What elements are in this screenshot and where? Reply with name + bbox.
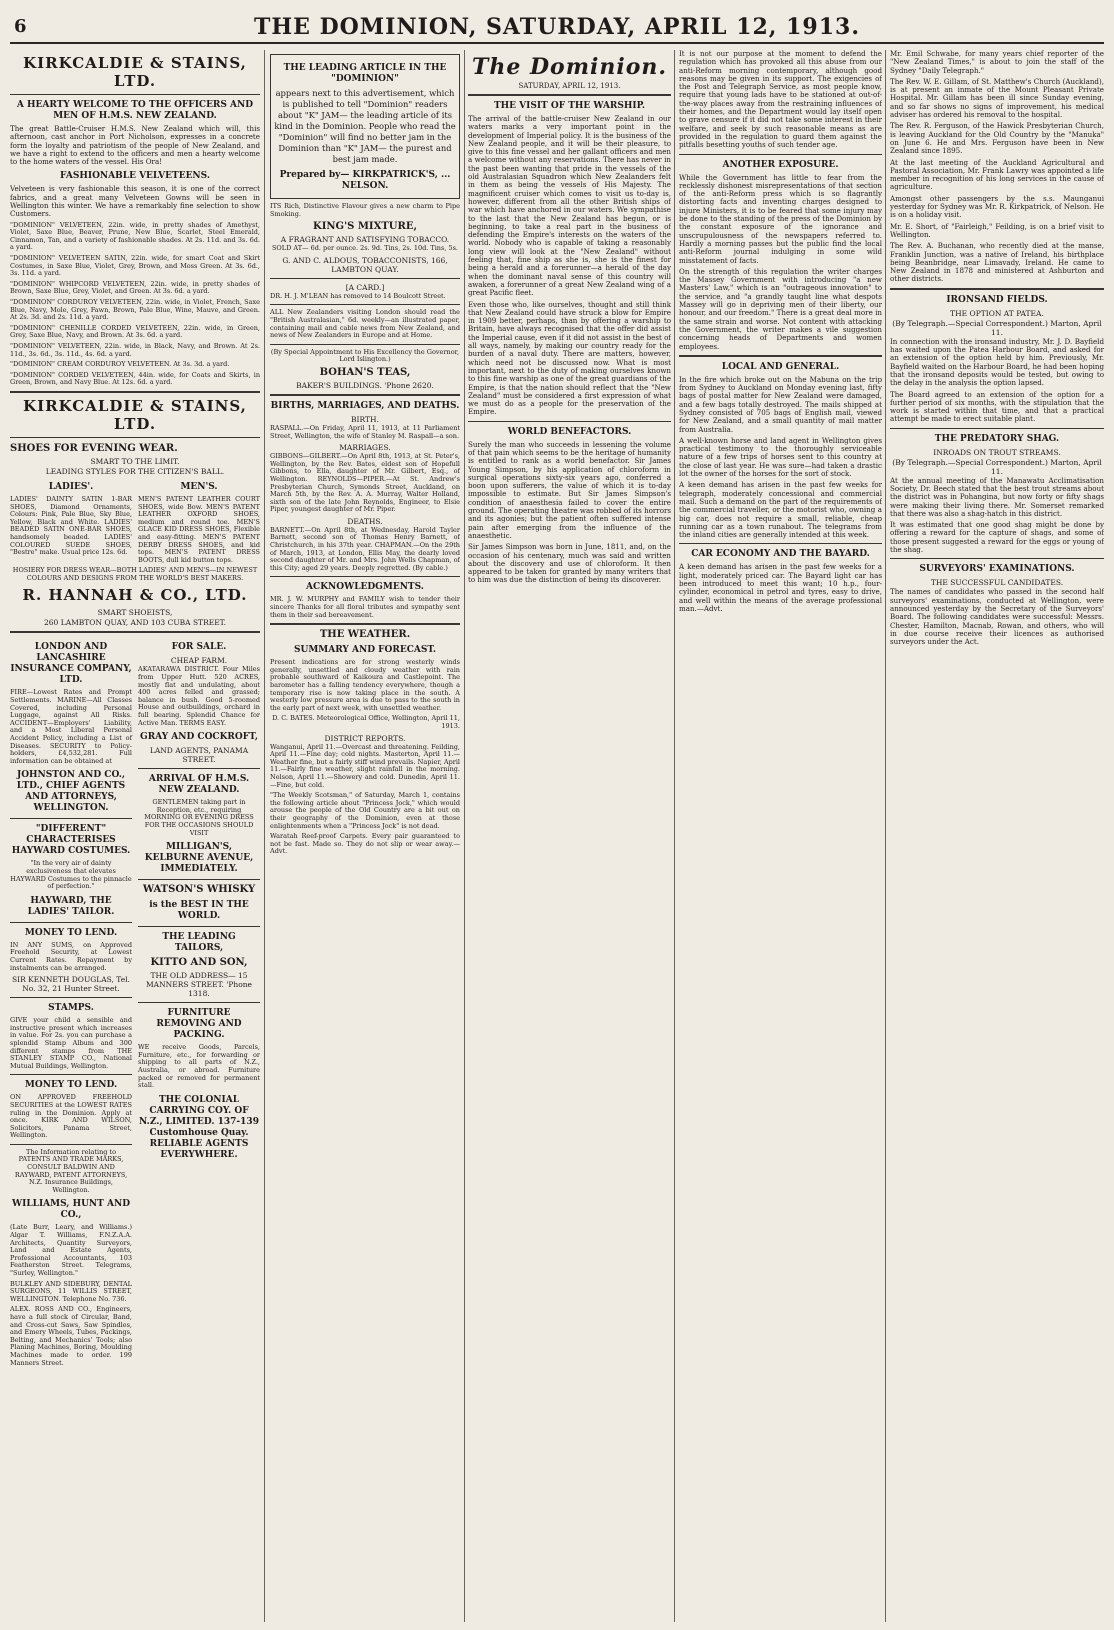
surveyors-text: The names of candidates who passed in the second half surveyors' examinations, conducted at Wellington, were announced yesterday by the Secretary of the Surveyors' Board. The following candidates were successful: Messrs. Chester, Hamilton, Macnab, Rowan, and others, who will in due course receive their licences as authorised surveyors under the Act. [890, 587, 1104, 647]
paper-date: SATURDAY, APRIL 12, 1913. [518, 82, 621, 90]
divider [10, 997, 132, 998]
velveteen-item: "DOMINION" VELVETEEN, 22in. wide, in Black, Navy, and Brown. At 2s. 11d., 3s. 6d., 3s. 11d., 4s. 6d. a yard. [10, 341, 260, 358]
stamps-text: GIVE your child a sensible and instructive present which increases in value. For 2s. you can purchase a splendid Stamp Album and 300 different stamps from THE STANLEY STAMP CO., National Mutual Buildings, Wellington. [10, 1016, 132, 1070]
kitto-name: KITTO AND SON, [150, 957, 248, 969]
gray-sub: LAND AGENTS, PANAMA STREET. [149, 746, 249, 765]
personal-text-6: The Rev. A. Buchanan, who recently died at the manse, Franklin Junction, was a native of Ireland, his birthplace being Beanbridge, near Limavady, Ireland. He came to New Zealand in 1878 and ministered at Ashburton and other districts. [890, 241, 1104, 284]
weather-sub: SUMMARY AND FORECAST. [293, 645, 437, 656]
gray-heading: GRAY AND COCKROFT, [140, 732, 258, 743]
williams-text: (Late Burr, Leary, and Williams.) Algar T. Williams, F.N.Z.A.A. Architects, Quantity Surveyors, Land and Estate Agents, Professional Accountants, 103 Featherston Street. Telegrams, "Surley, Wellington." [10, 1223, 132, 1278]
money2-heading: MONEY TO LEND. [24, 1080, 118, 1091]
welcome-heading: A HEARTY WELCOME TO THE OFFICERS AND MEN OF H.M.S. NEW ZEALAND. [16, 100, 254, 121]
exposure-text-2: On the strength of this regulation the writer charges the Massey Government with introducing "a new Masters' Law," which is an "outrageous innovation" to the service, and "a grandly taught line what despots Massey will go in depriving men of their liberty, our honour, and our freedom." There is a great deal more in the same strain and worse. Not content with attacking the Government, the writer makes a vile suggestion concerning heads of Departments and women employees. [679, 266, 882, 351]
ironsand-byline: (By Telegraph.—Special Correspondent.) Marton, April 11. [892, 318, 1102, 337]
personal-text-4: Amongst other passengers by the s.s. Maunganui yesterday for Sydney was Mr. R. Kirkpatrick, of Nelson. He is on a holiday visit. [890, 193, 1104, 220]
divider [679, 154, 882, 155]
tea-sub: BAKER'S BUILDINGS. 'Phone 2620. [296, 380, 434, 390]
column-personal [890, 50, 1104, 1622]
car-heading: CAR ECONOMY AND THE BAYARD. [691, 549, 870, 560]
benefactors-text-2: Sir James Simpson was born in June, 1811, and, on the occasion of his centenary, much was said and written about the discovery and use of chloroform. It then appeared to be taken for granted by many writers that to him was due the distinction of being its discoverer. [468, 542, 671, 585]
hayward-heading: "DIFFERENT" CHARACTERISES HAYWARD COSTUMES. [11, 824, 131, 857]
welcome-text: The great Battle-Cruiser H.M.S. New Zealand which will, this afternoon, cast anchor in Port Nicholson, expresses in a concrete form the loyalty and patriotism of the people of New Zealand, and we have a right to extend to the officers and men a hearty welcome to the home waters of the vessel. His Ora! [10, 124, 260, 167]
velveteen-item: "DOMINION" CORDUROY VELVETEEN, 22in. wide, in Violet, French, Saxe Blue, Navy, Mole, Grey, Fawn, Brown, Pale Blue, Wine, Mauve, and Green. At 2s. 3d. and 2s. 11d. a yard. [10, 298, 260, 322]
money-name: SIR KENNETH DOUGLAS, Tel. No. 32, 21 Hunter Street. [12, 975, 130, 994]
velveteen-item: "DOMINION" CREAM CORDUROY VELVETEEN. At 3s. 3d. a yard. [10, 360, 230, 369]
exposure-heading: ANOTHER EXPOSURE. [722, 159, 839, 170]
hannah-heading: R. HANNAH & CO., LTD. [22, 586, 248, 605]
visit-heading: THE VISIT OF THE WARSHIP. [493, 101, 646, 111]
divider [10, 1144, 132, 1145]
shoes-sub: SMART TO THE LIMIT. [90, 456, 180, 466]
forsale-sub: CHEAP FARM. [170, 656, 228, 666]
tobacco-price: SOLD AT— 6d. per ounce. 2s. 9d. Tins, 2s. 10d. Tins, 5s. [271, 244, 458, 253]
kitto-address: THE OLD ADDRESS— 15 MANNERS STREET. 'Phone 1318. [146, 971, 252, 999]
money-text: IN ANY SUMS, on Approved Freehold Security, at Lowest Current Rates. Repayment by instalments can be arranged. [10, 940, 132, 972]
ad-column-right [138, 637, 260, 1370]
velveteen-item: "DOMINION" VELVETEEN SATIN, 22in. wide, for smart Coat and Skirt Costumes, in Saxe Blue, Violet, Grey, Brown, and Moss Green. At 3s. 6d., 3s. 11d. a yard. [10, 254, 260, 278]
divider [10, 631, 260, 633]
velveteens-heading: FASHIONABLE VELVETEENS. [60, 171, 210, 182]
weather-heading: THE WEATHER. [319, 629, 411, 641]
jam-advert [270, 54, 460, 199]
benefactors-heading: WORLD BENEFACTORS. [507, 426, 632, 437]
watson-heading: WATSON'S WHISKY [142, 884, 256, 896]
deaths-text: BARNETT.—On April 8th, at Wednesday, Harold Tayler Barnett, second son of Thomas Henry Barnett, of Christchurch, in his 37th year. CHAPMAN.—On the 29th of March, 1913, at London, Ellis May, the dearly loved second daughter of Mr. and Mrs. John Wells Chapman, of this City; aged 29 years. Deeply regretted. (By cable.) [270, 525, 460, 572]
ross-text: ALEX. ROSS AND CO., Engineers, have a full stock of Circular, Band, and Cross-cut Saws, Saw Spindles, and Emery Wheels, Tubes, Packings, Belting, and Mechanics' Tools; also Planing Machines, Boring, Moulding Machines made to order. 199 Manners Street. [10, 1305, 132, 1367]
divider [138, 768, 260, 769]
divider [138, 926, 260, 927]
reports-text: Wanganui, April 11.—Overcast and threatening. Feilding, April 11.—Fine day; cold nights. Masterton, April 11.—Weather fine, but a fairly stiff wind prevails. Napier, April 11.—Fairly fine weather, slight rainfall in the morning. Nelson, April 11.—Showery and cold. Dunedin, April 11.—Fine, but cold. [270, 742, 460, 789]
marriages-text: GIBBONS—GILBERT.—On April 8th, 1913, at St. Peter's, Wellington, by the Rev. Bates, eldest son of Hopefull Gibbons, to Ella, daughter of Mr. Gilbert, Esq., of Wellington. REYNOLDS—PIPER.—At St. Andrew's Presbyterian Church, Symonds Street, Auckland, on March 5th, by the Rev. A. A. Murray, Walter Holland, sixth son of the late John Reynolds, Engineer, to Elsie Piper, youngest daughter of Mr. Piper. [270, 452, 460, 514]
ironsand-text-2: The Board agreed to an extension of the option for a further period of six months, with the stipulation that the work is started within that time, and that a practical attempt be made to erect suitable plant. [890, 389, 1104, 424]
kirkcaldie-heading: KIRKCALDIE & STAINS, LTD. [23, 54, 247, 90]
shag-text: At the annual meeting of the Manawatu Acclimatisation Society, Dr. Beech stated that the best trout streams about the district was in Pohangina, but now forty or fifty shags were making their living there. Mr. Somerset remarked that there was also a shag-hatch in this district. [890, 475, 1104, 518]
ladies-text: LADIES' DAINTY SATIN 1-BAR SHOES, Diamond Ornaments, Colours: Pink, Pale Blue, Sky Blue, Yellow, Black and White. LADIES' BEADED SATIN ONE-BAR SHOES, handsomely beaded. LADIES' COLOURED SUEDE SHOES, "Bestre" make. Usual price 12s. 6d. [10, 494, 132, 557]
tobacco-seller: G. AND C. ALDOUS, TOBACCONISTS, 166, LAMBTON QUAY. [282, 255, 448, 274]
watson-sub: is the BEST IN THE WORLD. [149, 900, 249, 922]
shoes-columns [10, 477, 260, 567]
milligan-name: MILLIGAN'S, KELBURNE AVENUE, IMMEDIATELY. [144, 842, 254, 875]
divider [468, 421, 671, 422]
page-number: 6 [14, 16, 27, 37]
shag-heading: THE PREDATORY SHAG. [934, 433, 1060, 444]
masthead-title: THE DOMINION, SATURDAY, APRIL 12, 1913. [253, 14, 861, 40]
deaths-heading: DEATHS. [347, 516, 383, 526]
ironsand-text: In connection with the ironsand industry, Mr. J. D. Bayfield has waited upon the Patea Harbour Board, and asked for an extension of the option held by him. Previously, Mr. Bayfield waited on the Harbour Board, he had been hoping that the ironsand deposits would be tested, but owing to the delay in the analysis the option lapsed. [890, 336, 1104, 388]
fleet-text: GENTLEMEN taking part in Reception, etc., requiring MORNING OR EVENING DRESS FOR THE OCCASIONS SHOULD VISIT [144, 798, 254, 837]
personal-text-3: At the last meeting of the Auckland Agricultural and Pastoral Association, Mr. Frank Lawry was appointed a life member in recognition of his long services in the cause of agriculture. [890, 157, 1104, 192]
divider [138, 879, 260, 880]
mens-text: MEN'S PATENT LEATHER COURT SHOES, wide Bow. MEN'S PATENT LEATHER OXFORD SHOES, medium and round toe. MEN'S GLACE KID DRESS SHOES, Flexible and easy-fitting. MEN'S PATENT DERBY DRESS SHOES, and kid tops. MEN'S PATENT DRESS BOOTS, dull kid button tops. [138, 494, 260, 564]
surveyors-sub: THE SUCCESSFUL CANDIDATES. [930, 578, 1064, 588]
personal-text-2: The Rev. R. Ferguson, of the Hawick Presbyterian Church, is leaving Auckland for the Old Country by the "Manuka" on June 6. He and Mrs. Ferguson have been in New Zealand since 1895. [890, 121, 1104, 156]
marriages-heading: MARRIAGES. [339, 443, 391, 453]
birth-heading: BIRTH. [351, 414, 379, 424]
column-classifieds [270, 50, 460, 1622]
tailors-heading: THE LEADING TAILORS, [162, 932, 236, 954]
divider [890, 288, 1104, 290]
ad-grid [10, 637, 260, 1370]
personal-text: The Rev. W. E. Gillam, of St. Matthew's Church (Auckland), is at present an inmate of the Mount Pleasant Private Hospital. Mr. Gillam has been ill since Sunday evening, and so far shows no signs of improvement, his medical adviser has ordered his removal to the hospital. [890, 76, 1104, 120]
divider [10, 818, 132, 819]
bmd-heading: BIRTHS, MARRIAGES, AND DEATHS. [270, 400, 460, 411]
jam-heading: THE LEADING ARTICLE IN THE "DOMINION" [283, 63, 447, 84]
divider [138, 1002, 260, 1003]
tobacco-text: ITS Rich, Distinctive Flavour gives a new charm to Pipe Smoking. [270, 202, 460, 218]
local-text-2: A well-known horse and land agent in Wellington gives practical testimony to the thoroughly serviceable nature of a few trips of horses sent to this country at the close of last year. He was sure—had taken a drastic lot the owner of the horses for the sort of stock. [679, 435, 882, 479]
surveyors-heading: SURVEYORS' EXAMINATIONS. [919, 564, 1075, 575]
ladies-heading: LADIES'. [48, 481, 94, 492]
velveteen-item: "DOMINION" WHIPCORD VELVETEEN, 22in. wide, in pretty shades of Brown, Saxe Blue, Grey, Violet, and Green. At 3s. 6d. a yard. [10, 279, 260, 296]
ironsand-sub: THE OPTION AT PATEA. [950, 308, 1044, 318]
divider [270, 394, 460, 396]
money2-text: ON APPROVED FREEHOLD SECURITIES at the LOWEST RATES ruling in the Dominion. Apply at once. KIRK AND WILSON, Solicitors, Panama Street, Wellington. [10, 1093, 132, 1140]
car-text: A keen demand has arisen in the past few weeks for a light, moderately priced car. The Bayard light car has been introduced to meet this want; 10 h.p., four-cylinder, economical in petrol and tyres, easy to drive, and well within the means of the average professional man.—Advt. [679, 562, 882, 613]
shag-text-2: It was estimated that one good shag might be done by offering a reward for the capture of shags, and some of those present suggested a reward for the eggs or young of the shag. [890, 520, 1104, 555]
carrying-name: THE COLONIAL CARRYING COY. OF N.Z., LIMITED. 137-139 Customhouse Quay. RELIABLE AGENTS EVERYWHERE. [139, 1094, 259, 1160]
ladies-column [10, 477, 132, 567]
divider [10, 437, 260, 438]
column-advertisements [10, 50, 260, 1622]
column-divider [885, 50, 886, 1622]
forsale-heading: FOR SALE. [171, 642, 227, 653]
local-text-3: A keen demand has arisen in the past few weeks for telegraph, moderately concessional and commercial mail. Such a demand on the part of the requirements of the commercial traveller, or the motorist who, owning a big car, does not require a small, reliable, cheap running car as a town runabout. The telegrams from the inland cities are generally intended at this week. [679, 480, 882, 540]
weather-sign: D. C. BATES. Meteorological Office, Wellington, April 11, 1913. [272, 714, 460, 730]
hayward-name: HAYWARD, THE LADIES' TAILOR. [27, 895, 115, 917]
reports-heading: DISTRICT REPORTS. [324, 733, 406, 743]
editorial-text: It is not our purpose at the moment to defend the regulation which has provoked all this abuse from our anti-Reform morning contemporary, although good reasons may be given in its support. The exigencies of the Post and Telegraph Service, as most people know, require that young lads have to be stationed at out-of-the-way places away from the restraining influences of their homes, and the Department would lay itself open to grave censure if it did not take some interest in their welfare, and seek by such reasonable means as are provided in the regulation to guard them against the pitfalls besetting youths of such tender age. [679, 50, 882, 150]
tea-name: BOHAN'S TEAS, [319, 366, 411, 378]
velveteen-item: "DOMINION" CORDED VELVETEEN, 44in. wide, for Coats and Skirts, in Green, Brown, and Navy Blue. At 12s. 6d. a yard. [10, 370, 260, 387]
benefactors-text: Surely the man who succeeds in lessening the volume of that pain which seems to be the heritage of humanity is entitled to rank as a world benefactor. Sir James Young Simpson, by his application of chloroform in surgical operations sixty-six years ago, conferred a boon upon sufferers, the value of which it is to-day impossible to estimate. But Sir James Simpson's condition of anaesthesia failed to cover the entire ground. The operating theatre was robbed of its horrors and its agonies; but the patient often suffered intense pain after emerging from the influence of the anaesthetic. [468, 439, 671, 540]
scotsman-text: "The Weekly Scotsman," of Saturday, March 1, contains the following article about "Princess Jock," which would arouse the people of the Old Country are a bit out on their geography of the Dominion, even at those enlightenments when a "Princess Jock" is not dead. [270, 791, 460, 830]
divider [270, 278, 460, 279]
divider [890, 558, 1104, 559]
hosiery-text: HOSIERY FOR DRESS WEAR—BOTH LADIES' AND MEN'S—IN NEWEST COLOURS AND DESIGNS FROM THE WORLD'S BEST MAKERS. [12, 566, 258, 582]
jam-text: appears next to this advertisement, which is published to tell "Dominion" readers about "K" JAM— the leading article of its kind in the Dominion. People who read the "Dominion" will find no better jam in the Dominion than "K" JAM— the purest and best jam made. [274, 88, 456, 164]
ad-column-left [10, 637, 132, 1370]
divider [270, 623, 460, 625]
shoes-sub2: LEADING STYLES FOR THE CITIZEN'S BALL. [45, 466, 225, 476]
divider [679, 355, 882, 357]
divider [10, 1074, 132, 1075]
velveteen-item: "DOMINION" CHENILLE CORDED VELVETEEN, 22in. wide, in Green, Grey, Saxe Blue, Navy, and Brown. At 3s. 6d. a yard. [10, 323, 260, 340]
divider [10, 391, 260, 393]
furniture-heading: FURNITURE REMOVING AND PACKING. [156, 1008, 242, 1041]
ironsand-heading: IRONSAND FIELDS. [946, 294, 1048, 305]
velveteen-item: "DOMINION" VELVETEEN, 22in. wide, in pretty shades of Amethyst, Violet, Saxe Blue, Beaver, Prune, New Blue, Scarlet, Steel Emerald, Cinnamon, Tan, and a variety of fashionable shades. At 2s. 11d. and 3s. 6d. a yard. [10, 220, 260, 252]
ack-text: MR. J. W. MURPHY and FAMILY wish to tender their sincere Thanks for all floral tributes and sympathy sent them in their sad bereavement. [270, 595, 460, 619]
column-divider [264, 50, 265, 1622]
tea-text: (By Special Appointment to His Excellency the Governor, Lord Islington.) [270, 347, 460, 364]
shag-sub: INROADS ON TROUT STREAMS. [933, 447, 1061, 457]
visit-text: The arrival of the battle-cruiser New Zealand in our waters marks a very important point in the development of Imperial policy. It is the business of the New Zealand people, and it will be their pleasure, to give to this fine vessel and her gallant officers and men a welcome without any reservations. There has never in the past been wanting that pride in the vessels of the old Australasian Squadron which New Zealanders felt in them as being the vessels of His Majesty. The magnificent cruiser which comes to visit us to-day is, however, different from all the other British ships of war which have anchored in our waters. We sympathise to the last that the New Zealand has begun, or is beginning, to take a real part in the business of defending the Empire's interests on the waters of the world. Nobody who is capable of taking a reasonably long view will look at the "New Zealand" without feeling that, fine ship as she is, she is the finest for being a herald and a forerunner—a herald of the day when the dominant naval sense of this country will awaken, a forerunner of a great New Zealand wing of a great Pacific fleet. [468, 114, 671, 298]
mens-heading: MEN'S. [180, 481, 218, 492]
money-heading: MONEY TO LEND. [24, 927, 118, 938]
masthead-rule [10, 42, 1104, 44]
card-text: DR. H. J. M'LEAN has removed to 14 Boulcott Street. [270, 291, 446, 300]
tobacco-name: KING'S MIXTURE, [313, 221, 417, 233]
insurance-agents: JOHNSTON AND CO., LTD., CHIEF AGENTS AND ATTORNEYS, WELLINGTON. [16, 770, 126, 814]
divider [270, 304, 460, 305]
exposure-text: While the Government has little to fear from the recklessly dishonest misrepresentations of that section of the anti-Reform press which is so flagrantly distorting facts and inventing charges designed to injure Ministers, it is to be feared that some injury may be done to the standing of the press of the Dominion by the constant exposure of the ignorance and unscrupulousness of the newspapers referred to. Hardly a morning passes but the public find the local anti-Reform journal indulging in some wild misstatement of facts. [679, 172, 882, 265]
williams-heading: WILLIAMS, HUNT AND CO., [12, 1199, 130, 1221]
shag-byline: (By Telegraph.—Special Correspondent.) Marton, April 11. [892, 457, 1102, 476]
jam-maker: Prepared by— KIRKPATRICK'S, ... NELSON. [279, 170, 451, 191]
divider [270, 344, 460, 345]
personal-intro: Mr. Emil Schwabe, for many years chief reporter of the "New Zealand Times," is about to join the staff of the Sydney "Daily Telegraph." [890, 50, 1104, 75]
bulkley-text: BULKLEY AND SIDEBURY, DENTAL SURGEONS, 11 WILLIS STREET, WELLINGTON. Telephone No. 736. [10, 1279, 132, 1303]
column-editorial [468, 50, 671, 1622]
visit-text-2: Even those who, like ourselves, thought and still think that New Zealand could have struck a blow for Empire in 1909 better, perhaps, than by offering a warship to Britain, have always recognised that the offer did assist the Imperial cause, even if it did not assist in the best of all ways, namely, by making our country ready for the burden of a naval duty. There are matters, however, which need not be discussed now. What is most important, next to the duty of making ourselves known to this fine warship as one of the great guardians of the Empire, is that the nation should reflect that the "New Zealand" must be considered a first expression of what we must do as a people for the preservation of the Empire. [468, 299, 671, 417]
kirkcaldie-heading-2: KIRKCALDIE & STAINS, LTD. [23, 396, 247, 433]
hannah-sub: SMART SHOEISTS, [97, 608, 173, 618]
paper-title: The Dominion. [471, 54, 668, 80]
waratah-ad: Waratah Reef-proof Carpets. Every pair guaranteed to not be fast. Made so. They do not slip or wear away.—Advt. [270, 832, 460, 856]
column-divider [674, 50, 675, 1622]
hayward-text: "In the very air of dainty exclusiveness that elevates HAYWARD Costumes to the pinnacle of perfection." [10, 859, 132, 891]
travellers-text: ALL New Zealanders visiting London should read the "British Australasian," 6d. weekly—an illustrated paper, containing mail and cable news from New Zealand, and news of New Zealanders in Europe and at Home. [270, 308, 460, 340]
stamps-heading: STAMPS. [48, 1003, 94, 1014]
birth-text: RASPALL.—On Friday, April 11, 1913, at 11 Parliament Street, Wellington, the wife of Stanley M. Raspall—a son. [270, 423, 460, 440]
hannah-address: 260 LAMBTON QUAY, AND 103 CUBA STREET. [44, 618, 226, 628]
divider [679, 543, 882, 544]
patents-text: The Information relating to PATENTS AND TRADE MARKS, CONSULT BALDWIN AND RAYWARD, PATENT ATTORNEYS, N.Z. Insurance Buildings, Wellington. [14, 1147, 128, 1194]
personal-text-5: Mr. E. Short, of "Fairleigh," Feilding, is on a brief visit to Wellington. [890, 221, 1104, 239]
divider [890, 428, 1104, 429]
masthead [0, 0, 1114, 44]
divider [10, 94, 260, 95]
divider [10, 922, 132, 923]
local-heading: LOCAL AND GENERAL. [721, 361, 840, 372]
shoes-heading: SHOES FOR EVENING WEAR. [10, 442, 178, 454]
tobacco-sub: A FRAGRANT AND SATISFYING TOBACCO. [280, 235, 450, 245]
column-divider [464, 50, 465, 1622]
furniture-text: WE receive Goods, Parcels, Furniture, etc., for forwarding or shipping to all parts of N.Z., Australia, or abroad. Furniture packed or removed for permanent stall. [138, 1043, 260, 1090]
insurance-heading: LONDON AND LANCASHIRE INSURANCE COMPANY, LTD. [10, 642, 132, 686]
forsale-text: AKATARAWA DISTRICT. Four Miles from Upper Hutt. 520 ACRES, mostly flat and undulating, about 400 acres felled and grassed; balance in bush. Good 5-roomed House and outbuildings, orchard in full bearing. Splendid Chance for Active Man. TERMS EASY. [138, 665, 260, 727]
ack-heading: ACKNOWLEDGMENTS. [306, 582, 424, 593]
velveteens-text: Velveteen is very fashionable this season, it is one of the correct fabrics, and a great many Velveteen Gowns will be seen in Wellington this winter. We have a remarkably fine selection to show Customers. [10, 184, 260, 219]
column-news [679, 50, 882, 1622]
insurance-text: FIRE—Lowest Rates and Prompt Settlements. MARINE—All Classes Covered, including Personal Luggage, against All Risks. ACCIDENT—Employers' Liability, and a Most Liberal Personal Accident Policy, including a List of Diseases. SECURITY to Policy-holders, £4,532,281. Full information can be obtained at [10, 688, 132, 765]
fleet-heading: ARRIVAL OF H.M.S. NEW ZEALAND. [148, 774, 250, 796]
mens-column [138, 477, 260, 567]
card-heading: [A CARD.] [345, 282, 385, 292]
divider [468, 94, 671, 96]
weather-text: Present indications are for strong westerly winds generally, unsettled and cloudy weather with rain probable southward of Kaikoura and Castlepoint. The barometer has a falling tendency everywhere, though a temporary rise is now taking place in the south. A westerly low pressure area is due to pass to the south in the early part of next week, with unsettled weather. [270, 658, 460, 712]
local-text: In the fire which broke out on the Mabuna on the trip from Sydney to Auckland on Monday evening last, fifty bags of postal matter for New Zealand were damaged, and a few bags totally destroyed. The mails shipped at Sydney consisted of 705 bags of English mail, viewed for New Zealand, and a small quantity of mail matter from Australia. [679, 374, 882, 434]
divider [270, 576, 460, 577]
